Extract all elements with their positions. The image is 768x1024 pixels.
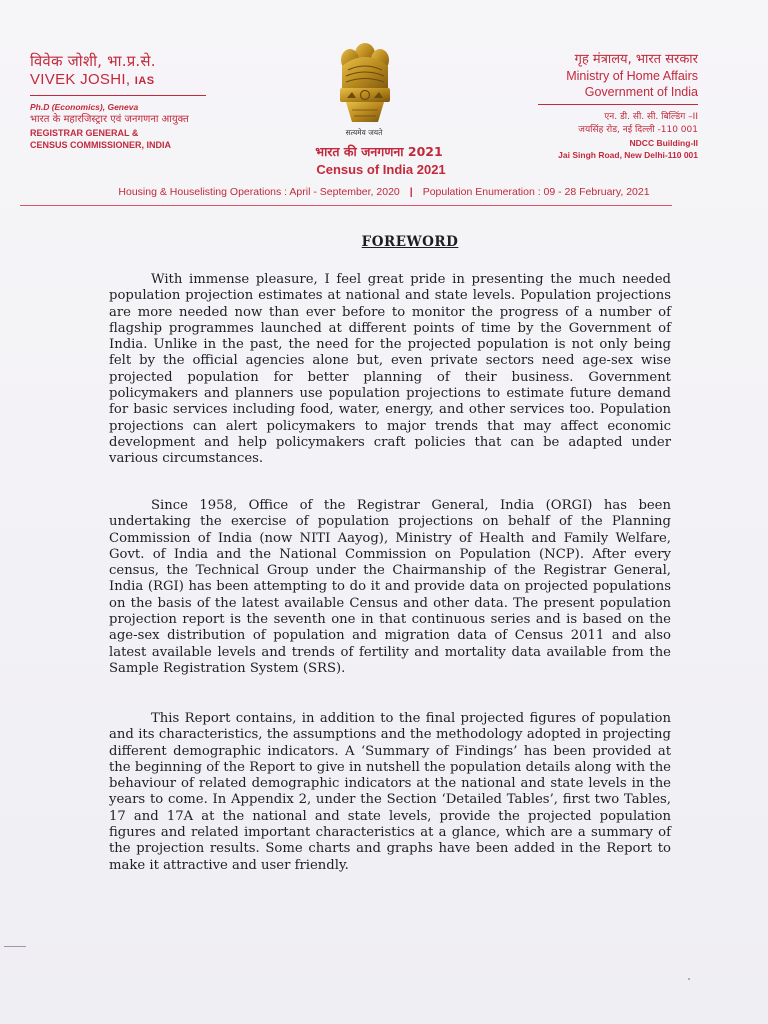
census-title: Census of India 2021 <box>316 162 446 177</box>
officer-service-suffix: IAS <box>134 75 155 87</box>
ministry-name-hindi: गृह मंत्रालय, भारत सरकार <box>574 52 698 67</box>
census-title-hindi: भारत की जनगणना 2021 <box>315 144 443 159</box>
address-hindi-line2: जयसिंह रोड, नई दिल्ली -110 001 <box>578 125 698 135</box>
officer-designation-hindi: भारत के महारजिस्ट्रार एवं जनगणना आयुक्त <box>30 114 189 125</box>
national-motto: सत्यमेव जयते <box>345 128 383 137</box>
national-emblem-icon <box>330 40 400 130</box>
census-operations-schedule <box>0 186 768 198</box>
address-hindi-line1: एन. डी. सी. सी. बिल्डिंग –II <box>604 112 698 122</box>
housing-operations-dates: Housing & Houselisting Operations : April - September, 2020 <box>118 186 400 198</box>
margin-mark <box>4 946 26 947</box>
government-name: Government of India <box>584 85 698 99</box>
paragraph-1: With immense pleasure, I feel great pride in presenting the much needed population projection estimates at national and state levels. Population projections are more needed now than ever before to monitor the progress of a number of flagship programmes launched at different points of time by the Government of India. Unlike in the past, the need for the projected population is not only being felt by the official agencies alone but, even private sectors need age-sex wise projected population for better planning of their business. Government policymakers and planners use population projections to estimate future demand for basic services including food, water, energy, and other services too. Population projections can alert policymakers to major trends that may affect economic development and help policymakers craft policies that can be adapted under various circumstances. <box>109 272 671 467</box>
officer-name-text: VIVEK JOSHI, <box>30 71 135 88</box>
officer-designation-line2: CENSUS COMMISSIONER, INDIA <box>30 140 172 150</box>
paragraph-2: Since 1958, Office of the Registrar General, India (ORGI) has been undertaking the exercise of population projections on behalf of the Planning Commission of India (now NITI Aayog), Ministry of Health and Family Welfare, Govt. of India and the National Commission on Population (NCP). After every census, the Technical Group under the Chairmanship of the Registrar General, India (RGI) has been attempting to do it and provide data on projected populations on the basis of the latest available Census and other data. The present population projection report is the seventh one in that continuous series and is based on the age-sex distribution of population and migration data of Census 2011 and also latest available levels and trends of fertility and mortality data available from the Sample Registration System (SRS). <box>109 498 671 676</box>
document-heading: FOREWORD <box>361 234 459 250</box>
scan-speck <box>688 978 690 980</box>
letterhead-right-rule <box>538 104 698 105</box>
officer-qualification: Ph.D (Economics), Geneva <box>30 102 139 112</box>
paragraph-3: This Report contains, in addition to the final projected figures of population and its characteristics, the assumptions and the methodology adopted in projecting different demographic indicators. A ‘Summary of Findings’ has been provided at the beginning of the Report to give in nutshell the population details along with the behaviour of related demographic indicators at the national and state levels in the years to come. In Appendix 2, under the Section ‘Detailed Tables’, first two Tables, 17 and 17A at the national and state levels, provide the projected population figures and related important characteristics at a glance, which are a summary of the projection results. Some charts and graphs have been added in the Report to make it attractive and user friendly. <box>109 711 671 873</box>
officer-name-hindi: विवेक जोशी, भा.प्र.से. <box>30 52 156 70</box>
officer-name <box>30 70 270 91</box>
letterhead-right <box>468 52 698 161</box>
officer-designation-line1: REGISTRAR GENERAL & <box>30 128 139 138</box>
address-line2: Jai Singh Road, New Delhi-110 001 <box>558 150 698 160</box>
address-line1: NDCC Building-II <box>629 138 698 148</box>
letterhead-left-rule <box>30 95 206 96</box>
letterhead-left <box>30 52 270 151</box>
population-enumeration-dates: Population Enumeration : 09 - 28 February, 2021 <box>422 186 650 198</box>
letterhead-divider <box>20 205 672 206</box>
ministry-name: Ministry of Home Affairs <box>566 69 698 83</box>
schedule-separator: | <box>409 186 413 198</box>
